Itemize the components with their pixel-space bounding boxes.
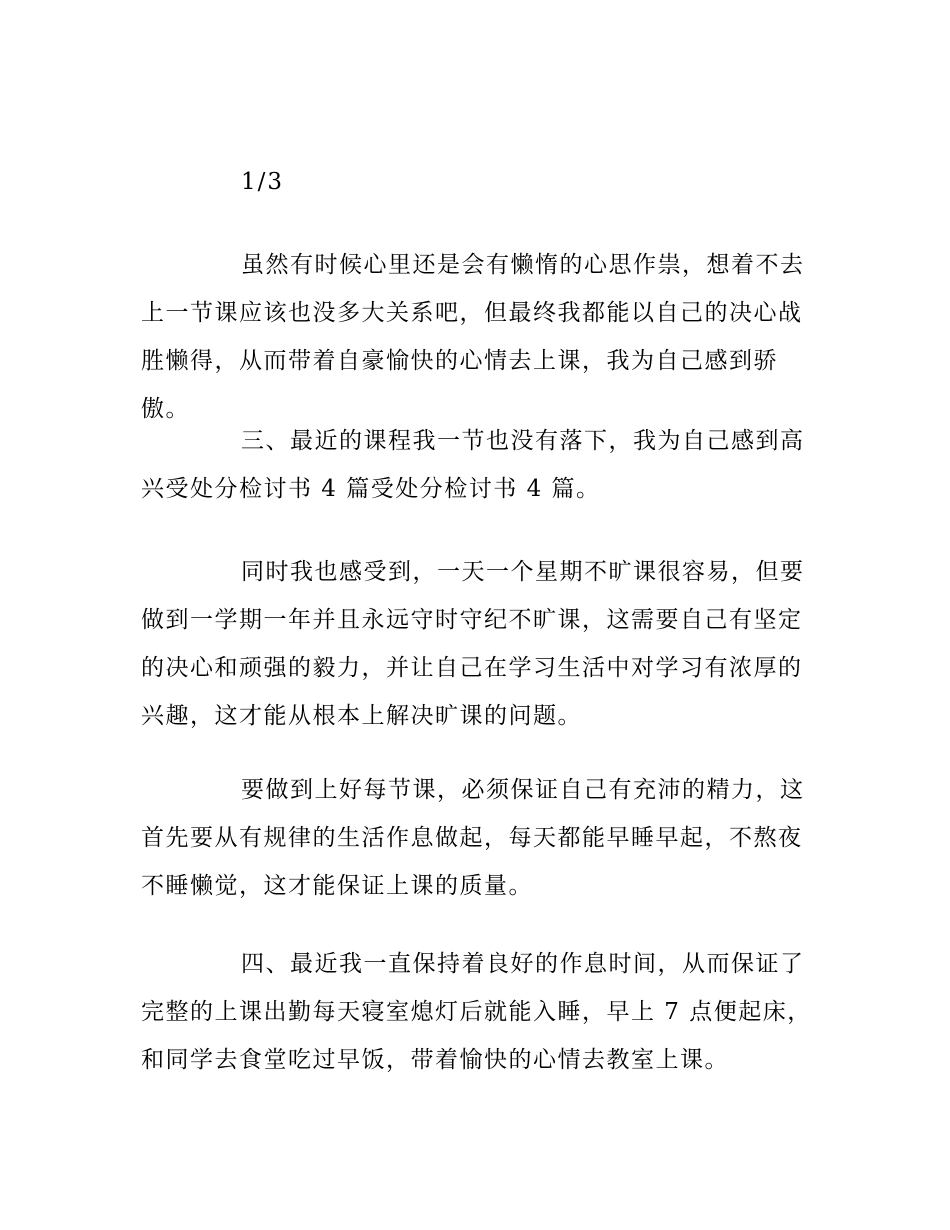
paragraph-1: 虽然有时候心里还是会有懒惰的心思作祟，想着不去上一节课应该也没多大关系吧，但最终我都能以自己的决心战胜懒得，从而带着自豪愉快的心情去上课，我为自己感到骄傲。: [141, 252, 805, 422]
paragraph-2: 三、最近的课程我一节也没有落下，我为自己感到高兴受处分检讨书 4 篇受处分检讨书 4 篇。: [141, 428, 805, 502]
page-number: 1/3: [241, 169, 285, 195]
paragraph-4: 要做到上好每节课，必须保证自己有充沛的精力，这首先要从有规律的生活作息做起，每天都能早睡早起，不熬夜不睡懒觉，这才能保证上课的质量。: [141, 777, 805, 899]
paragraph-3: 同时我也感受到，一天一个星期不旷课很容易，但要做到一学期一年并且永远守时守纪不旷课，这需要自己有坚定的决心和顽强的毅力，并让自己在学习生活中对学习有浓厚的兴趣，这才能从根本上解决旷课的问题。: [141, 559, 805, 729]
paragraph-5: 四、最近我一直保持着良好的作息时间，从而保证了完整的上课出勤每天寝室熄灯后就能入睡，早上 7 点便起床，和同学去食堂吃过早饭，带着愉快的心情去教室上课。: [141, 951, 812, 1073]
